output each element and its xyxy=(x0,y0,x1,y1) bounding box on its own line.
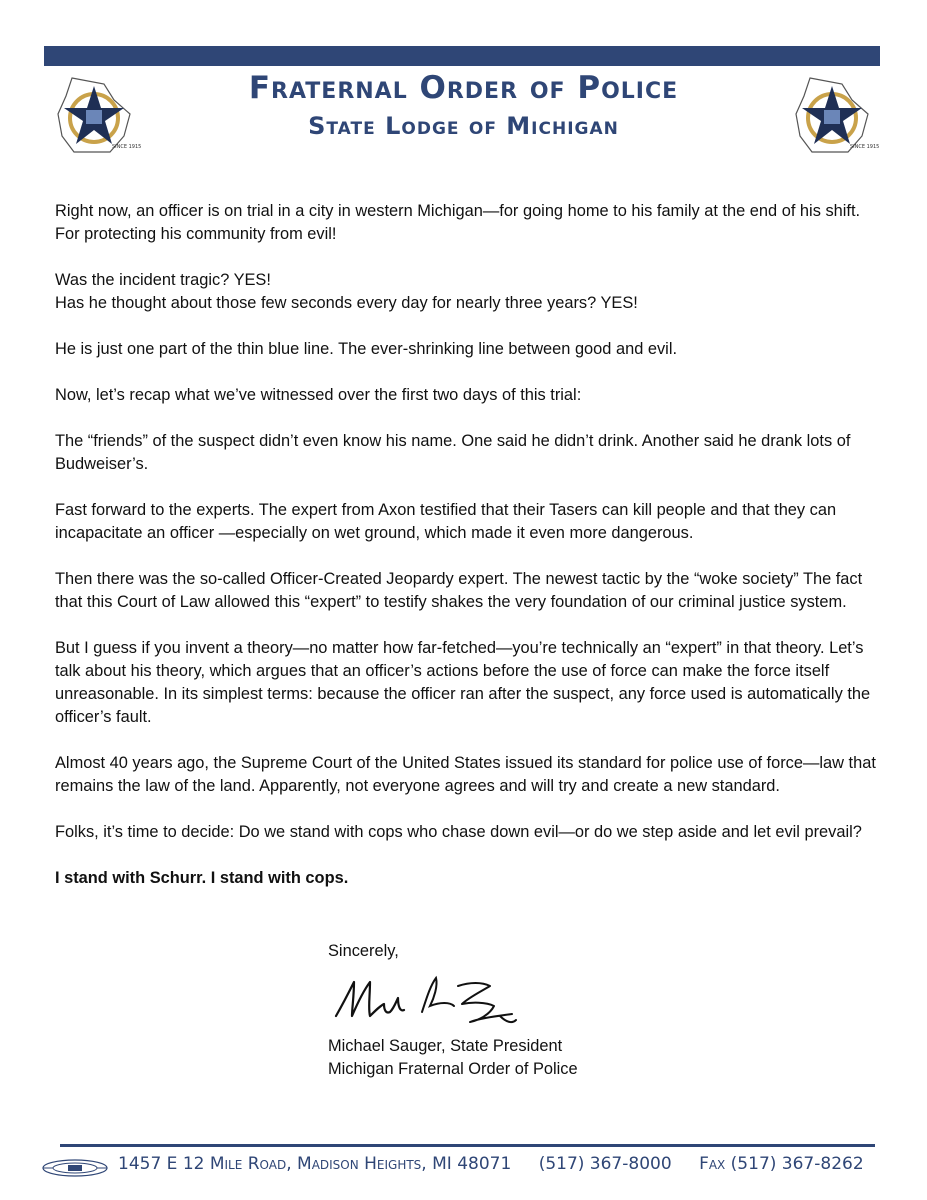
paragraph-3: He is just one part of the thin blue line. The ever-shrinking line between good and evil. xyxy=(55,340,678,358)
org-title: Fraternal Order of Police xyxy=(248,70,679,106)
signatory-organization: Michigan Fraternal Order of Police xyxy=(328,1060,578,1078)
paragraph-8: But I guess if you invent a theory—no matter how far-fetched—you’re technically an “expert” in that theory. Let’s talk about his theory, which argues that an officer’s actions before the use of force can make the force itself unreasonable. In its simplest terms: because the officer ran after the suspect, any force used is automatically the officer’s fault. xyxy=(55,639,871,726)
paragraph-9: Almost 40 years ago, the Supreme Court of the United States issued its standard for police use of force—law that remains the law of the land. Apparently, not everyone agrees and will try and create a new standard. xyxy=(55,754,876,795)
paragraph-2b: Has he thought about those few seconds every day for nearly three years? YES! xyxy=(55,294,638,312)
footer-rule xyxy=(60,1144,875,1147)
since-1915-text: SINCE 1915 xyxy=(850,144,880,150)
footer-address: 1457 E 12 Mile Road, Madison Heights, MI 48071 xyxy=(118,1154,512,1174)
signatory-name: Michael Sauger, State President xyxy=(328,1037,563,1055)
paragraph-7: Then there was the so-called Officer-Created Jeopardy expert. The newest tactic by the “woke society” The fact that this Court of Law allowed this “expert” to testify shakes the very foundation of our criminal justice system. xyxy=(55,570,863,611)
fop-star-michigan-seal-icon xyxy=(782,74,882,156)
footer-fax: Fax (517) 367-8262 xyxy=(699,1154,864,1174)
paragraph-2a: Was the incident tragic? YES! xyxy=(55,271,271,289)
paragraph-1: Right now, an officer is on trial in a city in western Michigan—for going home to his family at the end of his shift. For protecting his community from evil! xyxy=(55,202,861,243)
org-subtitle: State Lodge of Michigan xyxy=(308,112,619,140)
paragraph-4: Now, let’s recap what we’ve witnessed over the first two days of this trial: xyxy=(55,386,582,404)
handwritten-signature xyxy=(330,972,530,1032)
paragraph-10: Folks, it’s time to decide: Do we stand with cops who chase down evil—or do we step aside and let evil prevail? xyxy=(55,823,862,841)
closing-statement: I stand with Schurr. I stand with cops. xyxy=(55,869,349,887)
footer-phone: (517) 367-8000 xyxy=(538,1154,672,1174)
salutation: Sincerely, xyxy=(328,942,399,960)
header-rule xyxy=(44,46,880,66)
since-1915-text: SINCE 1915 xyxy=(112,144,142,150)
fop-footer-seal-icon xyxy=(40,1158,110,1178)
paragraph-5: The “friends” of the suspect didn’t even know his name. One said he didn’t drink. Another said he drank lots of Budweiser’s. xyxy=(55,432,851,473)
letter-body xyxy=(55,200,885,913)
footer-contact xyxy=(118,1154,878,1174)
signatory-block xyxy=(328,1035,578,1081)
paragraph-6: Fast forward to the experts. The expert from Axon testified that their Tasers can kill people and that they can incapacitate an officer —especially on wet ground, which made it even more dangerous. xyxy=(55,501,837,542)
